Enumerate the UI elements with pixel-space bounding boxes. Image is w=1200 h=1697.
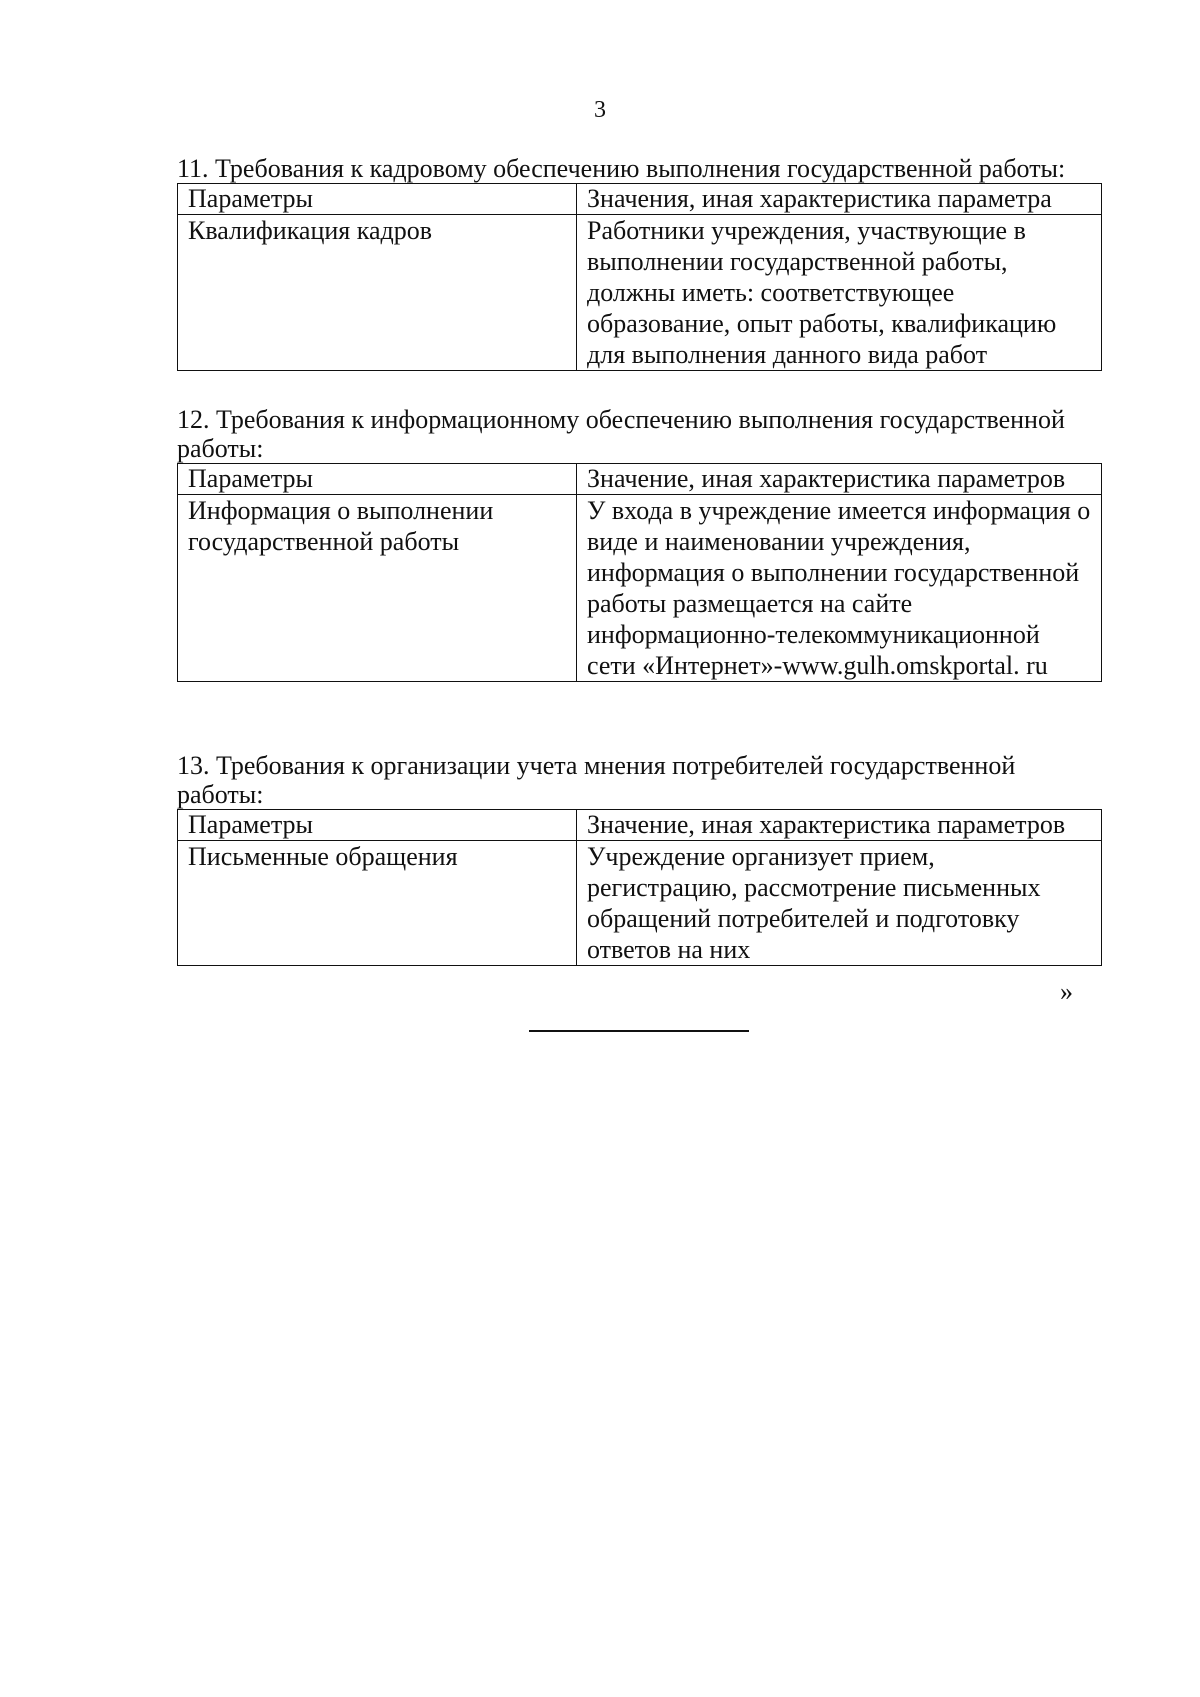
header-parameters: Параметры: [178, 810, 577, 841]
end-divider-line: [529, 1030, 749, 1032]
table-header-row: [178, 184, 1102, 215]
value-cell: Учреждение организует прием, регистрацию, рассмотрение письменных обращений потребителей и подготовку ответов на них: [577, 841, 1102, 966]
value-cell: У входа в учреждение имеется информация о виде и наименовании учреждения, информация о выполнении государственной работы размещается на сайте информационно-телекоммуникационной сети «Интернет»-www.gulh.omskportal. ru: [577, 495, 1102, 682]
table-header-row: [178, 810, 1102, 841]
param-cell: Квалификация кадров: [178, 215, 577, 371]
param-cell: Информация о выполнении государственной работы: [178, 495, 577, 682]
header-parameters: Параметры: [178, 464, 577, 495]
header-values: Значения, иная характеристика параметра: [577, 184, 1102, 215]
section-heading: 11. Требования к кадровому обеспечению выполнения государственной работы:: [177, 154, 1066, 183]
value-cell: Работники учреждения, участвующие в выполнении государственной работы, должны иметь: соответствующее образование, опыт работы, квалификацию для выполнения данного вида работ: [577, 215, 1102, 371]
table-row: [178, 841, 1102, 966]
table-row: [178, 215, 1102, 371]
section-heading: 12. Требования к информационному обеспечению выполнения государственной работы:: [177, 405, 1065, 463]
table-header-row: [178, 464, 1102, 495]
header-values: Значение, иная характеристика параметров: [577, 464, 1102, 495]
param-cell: Письменные обращения: [178, 841, 577, 966]
closing-quote: »: [1060, 977, 1073, 1006]
header-parameters: Параметры: [178, 184, 577, 215]
requirements-table: [177, 809, 1102, 966]
section-staffing-requirements: [177, 154, 1101, 371]
requirements-table: [177, 463, 1102, 682]
section-information-requirements: [177, 405, 1101, 682]
section-heading: 13. Требования к организации учета мнения потребителей государственной работы:: [177, 751, 1016, 809]
table-row: [178, 495, 1102, 682]
requirements-table: [177, 183, 1102, 371]
header-values: Значение, иная характеристика параметров: [577, 810, 1102, 841]
page-number: 3: [594, 97, 606, 123]
section-consumer-feedback-requirements: [177, 751, 1101, 966]
